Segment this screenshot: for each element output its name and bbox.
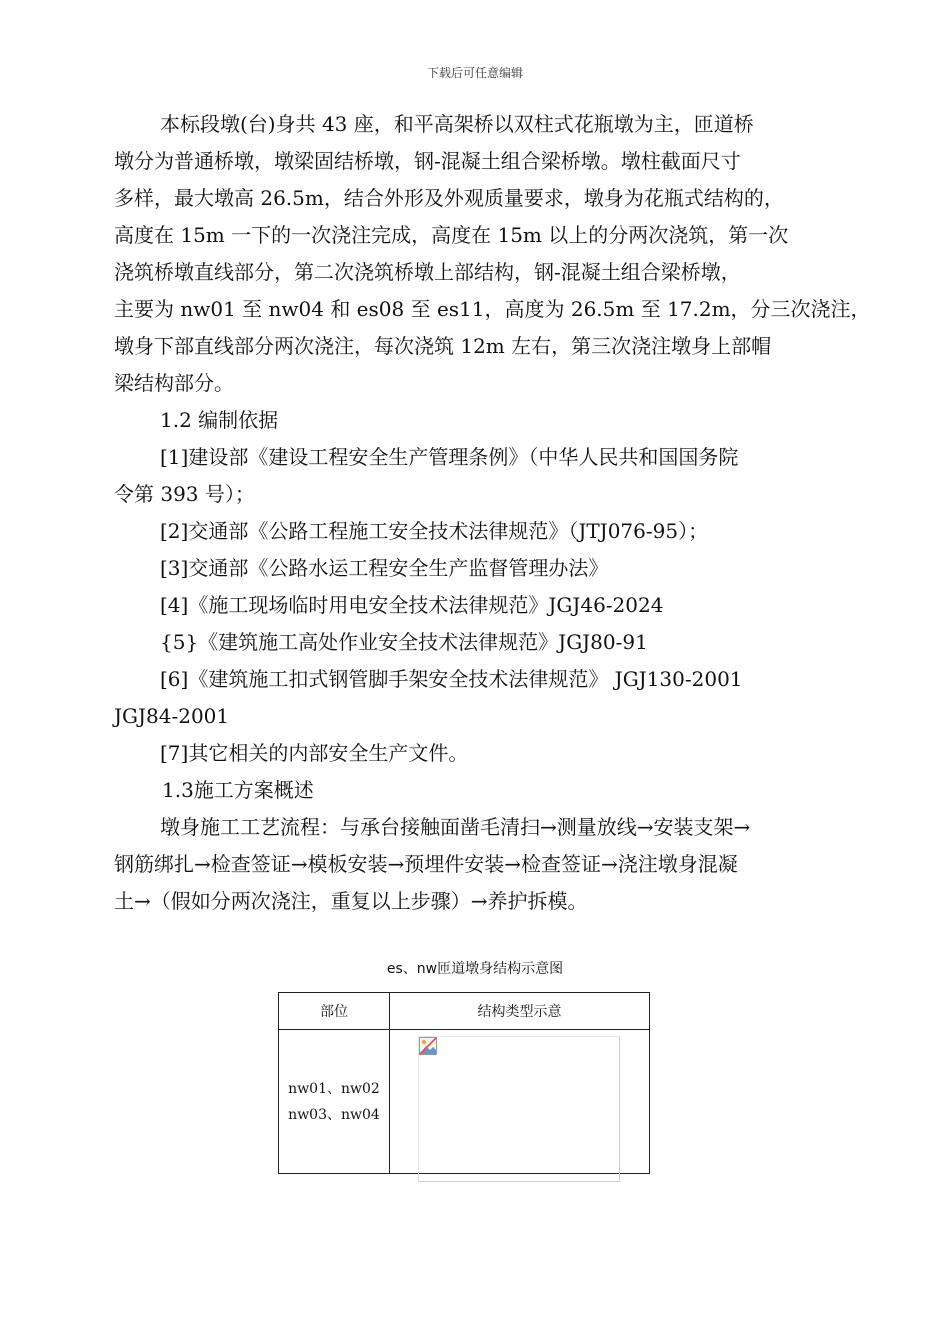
intro-line: 梁结构部分。 <box>114 371 234 395</box>
intro-line: 多样，最大墩高 26.5m，结合外形及外观质量要求，墩身为花瓶式结构的， <box>114 186 784 210</box>
image-placeholder <box>418 1036 620 1182</box>
row-label-line: nw01、nw02 <box>288 1080 380 1097</box>
intro-line: 浇筑桥墩直线部分，第二次浇筑桥墩上部结构，钢-混凝土组合梁桥墩， <box>114 260 741 284</box>
column-header-structure: 结构类型示意 <box>390 993 650 1030</box>
process-line: 钢筋绑扎→检查签证→模板安装→预埋件安装→检查签证→浇注墩身混凝 <box>114 852 738 876</box>
reference-1: [1]建设部《建设工程安全生产管理条例》（中华人民共和国国务院 <box>160 445 739 469</box>
reference-5: {5}《建筑施工高处作业安全技术法律规范》JGJ80-91 <box>160 630 648 654</box>
process-line: 土→（假如分两次浇注，重复以上步骤）→养护拆模。 <box>114 889 588 913</box>
reference-6: [6]《建筑施工扣式钢管脚手架安全技术法律规范》 JGJ130-2001 <box>160 667 743 691</box>
reference-3: [3]交通部《公路水运工程安全生产监督管理办法》 <box>160 556 609 580</box>
row-label-line: nw03、nw04 <box>288 1106 380 1123</box>
broken-image-icon <box>419 1037 437 1055</box>
table-row <box>279 1030 650 1174</box>
figure-caption: es、nw匝道墩身结构示意图 <box>386 961 564 977</box>
reference-2: [2]交通部《公路工程施工安全技术法律规范》（JTJ076-95）； <box>160 519 709 543</box>
reference-4: [4]《施工现场临时用电安全技术法律规范》JGJ46-2024 <box>160 593 664 617</box>
row-label <box>279 1030 390 1174</box>
section-heading-1-2: 1.2 编制依据 <box>160 408 279 432</box>
page-header: 下载后可任意编辑 <box>426 66 523 80</box>
reference-7: [7]其它相关的内部安全生产文件。 <box>160 741 469 765</box>
document-body <box>114 106 871 920</box>
process-line: 墩身施工工艺流程：与承台接触面凿毛清扫→测量放线→安装支架→ <box>160 815 751 839</box>
reference-1-continued: 令第 393 号）； <box>114 482 255 506</box>
column-header-position: 部位 <box>279 993 390 1030</box>
structure-table <box>278 992 650 1174</box>
section-heading-1-3: 1.3施工方案概述 <box>162 778 314 802</box>
intro-line: 主要为 nw01 至 nw04 和 es08 至 es11，高度为 26.5m 至 17.2m，分三次浇注， <box>114 297 871 321</box>
reference-6-continued: JGJ84-2001 <box>114 704 230 728</box>
intro-line: 本标段墩(台)身共 43 座，和平高架桥以双柱式花瓶墩为主，匝道桥 <box>160 112 754 136</box>
table-header-row <box>279 993 650 1030</box>
intro-line: 高度在 15m 一下的一次浇注完成，高度在 15m 以上的分两次浇筑，第一次 <box>114 223 789 247</box>
structure-image-cell <box>390 1030 650 1174</box>
intro-line: 墩分为普通桥墩，墩梁固结桥墩，钢-混凝土组合梁桥墩。墩柱截面尺寸 <box>114 149 741 173</box>
intro-line: 墩身下部直线部分两次浇注，每次浇筑 12m 左右，第三次浇注墩身上部帽 <box>114 334 772 358</box>
